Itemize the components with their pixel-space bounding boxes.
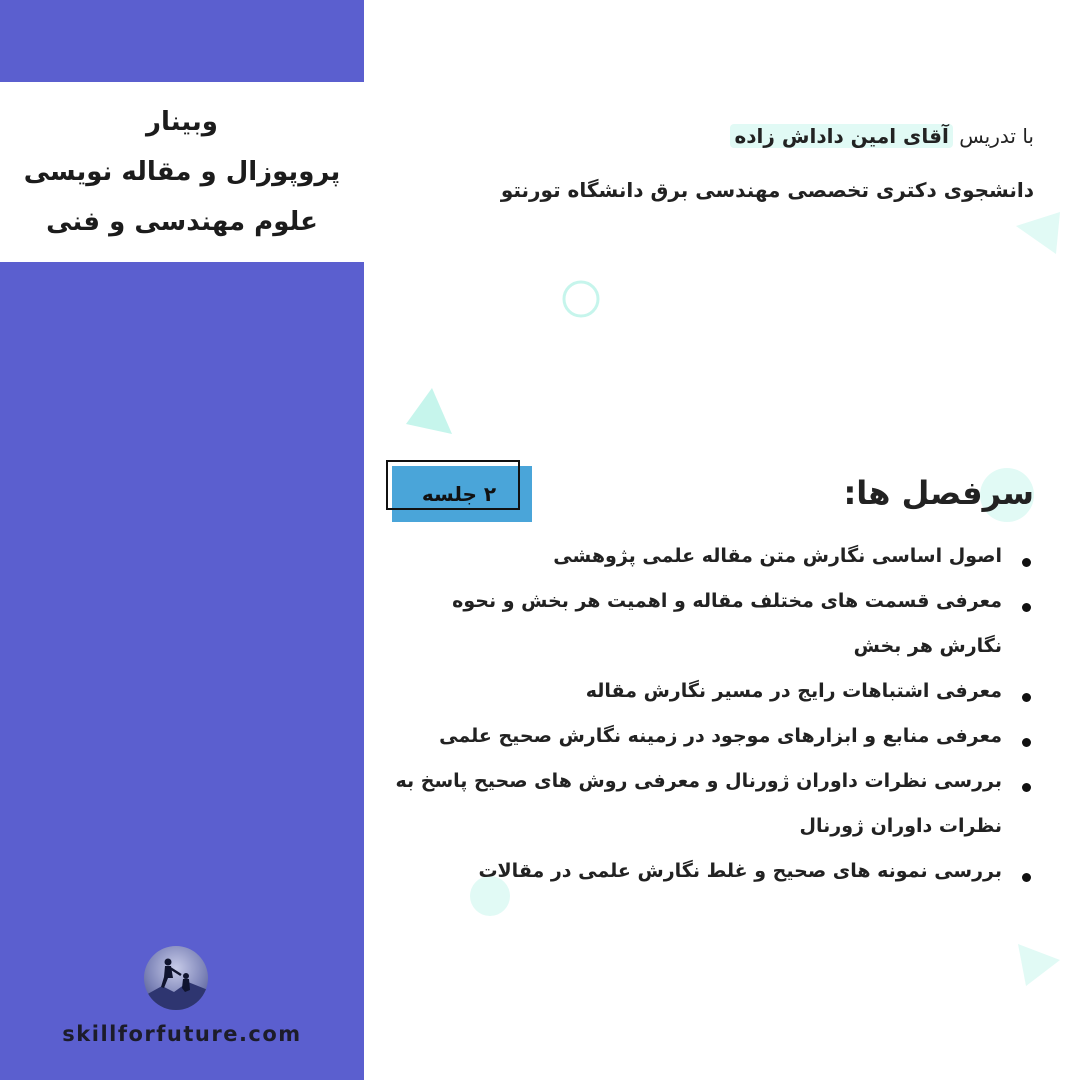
triangle-decoration [1012, 206, 1064, 258]
ring-decoration [560, 278, 602, 320]
instructor-name: آقای امین داداش زاده [730, 124, 952, 148]
topics-heading: سرفصل ها: [843, 474, 1034, 512]
list-item: معرفی اشتباهات رایج در مسیر نگارش مقاله [384, 669, 1034, 714]
list-item: اصول اساسی نگارش متن مقاله علمی پژوهشی [384, 534, 1034, 579]
title-line-3: علوم مهندسی و فنی [46, 207, 318, 237]
sessions-badge [386, 460, 534, 522]
sidebar-panel [0, 0, 364, 1080]
webinar-title-box [0, 82, 364, 262]
instructor-affiliation: دانشجوی دکتری تخصصی مهندسی برق دانشگاه تورنتو [500, 178, 1034, 202]
instructor-prefix: با تدریس [959, 124, 1034, 148]
list-item: معرفی قسمت های مختلف مقاله و اهمیت هر بخش و نحوه نگارش هر بخش [384, 579, 1034, 669]
list-item: معرفی منابع و ابزارهای موجود در زمینه نگارش صحیح علمی [384, 714, 1034, 759]
triangle-decoration [1012, 938, 1064, 990]
instructor-line [730, 122, 1034, 150]
title-line-2: پروپوزال و مقاله نویسی [23, 157, 341, 187]
sessions-badge-label: ۲ جلسه [421, 482, 497, 506]
website-link[interactable]: skillforfuture.com [62, 1022, 302, 1046]
list-item: بررسی نظرات داوران ژورنال و معرفی روش های صحیح پاسخ به نظرات داوران ژورنال [384, 759, 1034, 849]
triangle-decoration [400, 386, 456, 436]
title-line-1: وبینار [146, 107, 218, 137]
topics-list [384, 534, 1034, 894]
list-item: بررسی نمونه های صحیح و غلط نگارش علمی در مقالات [384, 849, 1034, 894]
hiker-helping-icon [144, 946, 208, 1010]
